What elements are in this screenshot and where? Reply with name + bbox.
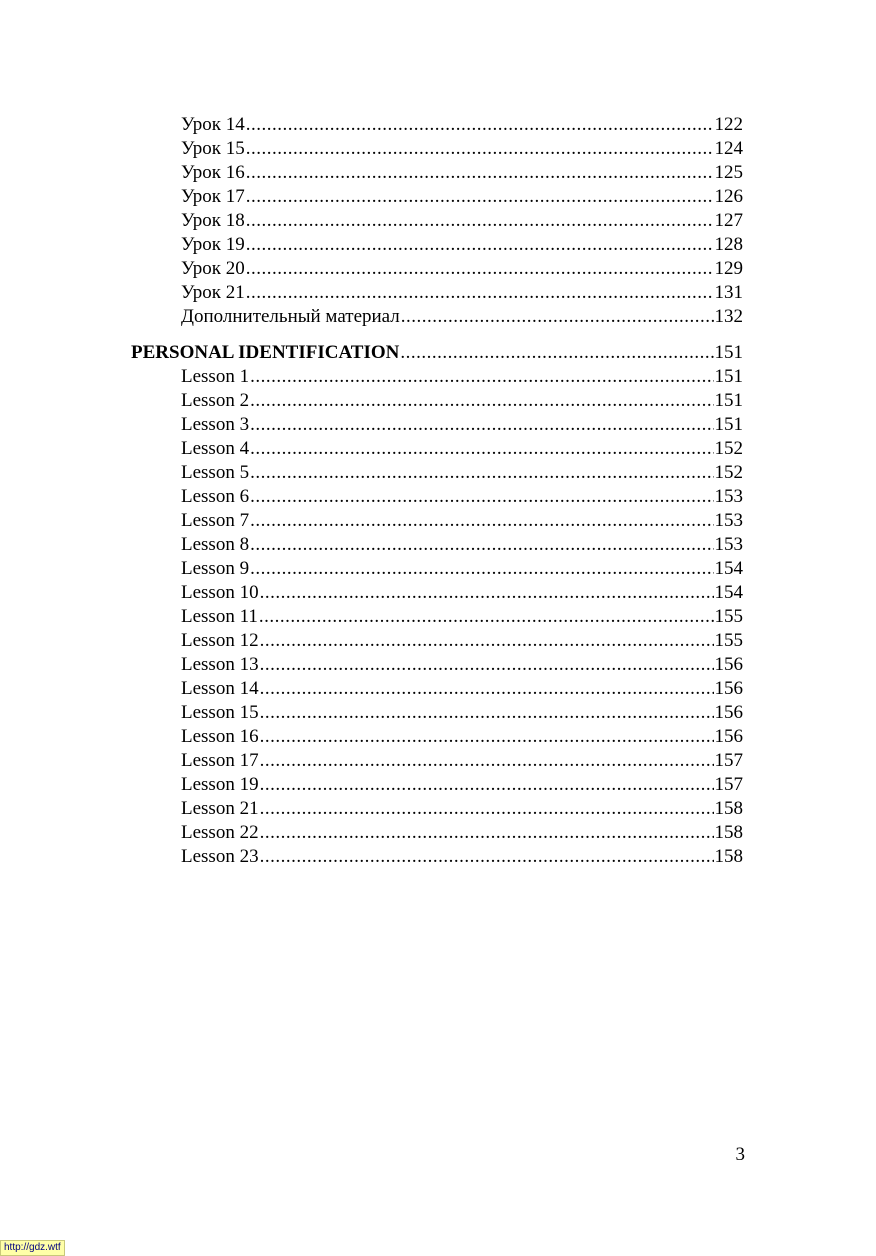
toc-entry-label: Lesson 23 bbox=[181, 846, 259, 867]
toc-entry-label: Урок 15 bbox=[181, 138, 245, 159]
dot-leader bbox=[250, 389, 713, 413]
toc-entry-label: Lesson 19 bbox=[181, 774, 259, 795]
toc-entry bbox=[181, 653, 743, 677]
toc-entry bbox=[181, 845, 743, 869]
toc-entry-label: Lesson 5 bbox=[181, 462, 250, 483]
dot-leader bbox=[260, 821, 714, 845]
toc-entry-page: 158 bbox=[714, 798, 743, 819]
toc-entry-label: Урок 18 bbox=[181, 210, 245, 231]
dot-leader bbox=[250, 485, 713, 509]
toc-entry-page: 156 bbox=[714, 654, 743, 675]
toc-entry-label: Урок 14 bbox=[181, 114, 245, 135]
dot-leader bbox=[260, 749, 714, 773]
toc-entry-label: Lesson 4 bbox=[181, 438, 250, 459]
toc-entry-label: Lesson 15 bbox=[181, 702, 259, 723]
toc-entry bbox=[181, 365, 743, 389]
toc-entry-page: 131 bbox=[714, 282, 743, 303]
toc-entry-label: Lesson 12 bbox=[181, 630, 259, 651]
dot-leader bbox=[260, 677, 714, 701]
toc-entry bbox=[181, 677, 743, 701]
toc-entry-page: 152 bbox=[714, 462, 743, 483]
dot-leader bbox=[246, 233, 714, 257]
toc-entry-label: Lesson 9 bbox=[181, 558, 250, 579]
toc-entry bbox=[181, 773, 743, 797]
dot-leader bbox=[260, 701, 714, 725]
toc-entry-page: 127 bbox=[714, 210, 743, 231]
toc-entry-page: 156 bbox=[714, 678, 743, 699]
dot-leader bbox=[246, 185, 714, 209]
toc-section-page: 151 bbox=[714, 342, 743, 363]
toc-section-heading bbox=[131, 341, 743, 365]
dot-leader bbox=[400, 341, 713, 365]
toc-entry bbox=[181, 605, 743, 629]
toc-entry-label: Lesson 13 bbox=[181, 654, 259, 675]
dot-leader bbox=[260, 725, 714, 749]
dot-leader bbox=[260, 845, 714, 869]
toc-entry-page: 157 bbox=[714, 774, 743, 795]
dot-leader bbox=[246, 161, 714, 185]
toc-entry-page: 128 bbox=[714, 234, 743, 255]
toc-entry bbox=[181, 485, 743, 509]
dot-leader bbox=[260, 653, 714, 677]
toc-entry bbox=[181, 725, 743, 749]
dot-leader bbox=[250, 365, 713, 389]
toc-entry-label: Lesson 1 bbox=[181, 366, 250, 387]
toc-entry bbox=[181, 185, 743, 209]
toc-entry-page: 151 bbox=[714, 366, 743, 387]
toc-entry-label: Lesson 11 bbox=[181, 606, 258, 627]
toc-entry-label: Урок 20 bbox=[181, 258, 245, 279]
toc-entry-label: Lesson 21 bbox=[181, 798, 259, 819]
dot-leader bbox=[250, 557, 713, 581]
toc-entry-page: 124 bbox=[714, 138, 743, 159]
toc-entry-page: 151 bbox=[714, 414, 743, 435]
toc-entry-page: 152 bbox=[714, 438, 743, 459]
toc-entry-label: Lesson 2 bbox=[181, 390, 250, 411]
toc-entry-page: 153 bbox=[714, 534, 743, 555]
toc-entry-page: 156 bbox=[714, 726, 743, 747]
dot-leader bbox=[250, 533, 713, 557]
toc-entry bbox=[181, 797, 743, 821]
toc-entry bbox=[181, 113, 743, 137]
dot-leader bbox=[260, 773, 714, 797]
toc-entry-page: 125 bbox=[714, 162, 743, 183]
dot-leader bbox=[401, 305, 714, 329]
page-number: 3 bbox=[735, 1144, 745, 1165]
toc-entry-label: Урок 16 bbox=[181, 162, 245, 183]
toc-entry-page: 155 bbox=[714, 630, 743, 651]
toc-entry-page: 153 bbox=[714, 486, 743, 507]
toc-entry-page: 158 bbox=[714, 846, 743, 867]
toc-entry-label: Lesson 22 bbox=[181, 822, 259, 843]
toc-entry-label: Урок 17 bbox=[181, 186, 245, 207]
toc-entry bbox=[181, 257, 743, 281]
dot-leader bbox=[260, 629, 714, 653]
toc-entry-page: 153 bbox=[714, 510, 743, 531]
toc-entry-label: Lesson 8 bbox=[181, 534, 250, 555]
toc-entry-label: Урок 19 bbox=[181, 234, 245, 255]
toc-entry bbox=[181, 509, 743, 533]
toc-entry bbox=[181, 461, 743, 485]
toc-entry bbox=[181, 389, 743, 413]
dot-leader bbox=[260, 581, 714, 605]
toc-entry bbox=[181, 137, 743, 161]
toc-entry-page: 158 bbox=[714, 822, 743, 843]
toc-entry-label: Lesson 17 bbox=[181, 750, 259, 771]
toc-entry bbox=[181, 821, 743, 845]
toc-entry bbox=[181, 581, 743, 605]
toc-entry-label: Lesson 10 bbox=[181, 582, 259, 603]
toc-entry-label: Урок 21 bbox=[181, 282, 245, 303]
toc-entry-label: Lesson 16 bbox=[181, 726, 259, 747]
toc-entry-page: 155 bbox=[714, 606, 743, 627]
toc-entry-page: 132 bbox=[714, 306, 743, 327]
toc-entry-page: 129 bbox=[714, 258, 743, 279]
dot-leader bbox=[246, 209, 714, 233]
toc-entry-page: 157 bbox=[714, 750, 743, 771]
dot-leader bbox=[250, 461, 713, 485]
dot-leader bbox=[250, 437, 713, 461]
toc-entry-label: Lesson 6 bbox=[181, 486, 250, 507]
toc-entry-label: Lesson 7 bbox=[181, 510, 250, 531]
toc-entry bbox=[181, 281, 743, 305]
toc-entry bbox=[181, 629, 743, 653]
toc-entry bbox=[181, 749, 743, 773]
toc-entry bbox=[181, 557, 743, 581]
toc-entry bbox=[181, 305, 743, 329]
toc-section-label: PERSONAL IDENTIFICATION bbox=[131, 342, 400, 363]
dot-leader bbox=[246, 137, 714, 161]
toc-entry bbox=[181, 701, 743, 725]
dot-leader bbox=[259, 605, 714, 629]
toc-entry bbox=[181, 533, 743, 557]
toc-entry bbox=[181, 161, 743, 185]
toc-entry-label: Lesson 14 bbox=[181, 678, 259, 699]
toc-entry-page: 126 bbox=[714, 186, 743, 207]
toc-entry bbox=[181, 233, 743, 257]
dot-leader bbox=[246, 113, 714, 137]
toc-entry-label: Lesson 3 bbox=[181, 414, 250, 435]
toc-entry-page: 156 bbox=[714, 702, 743, 723]
toc-entry-page: 154 bbox=[714, 582, 743, 603]
toc-entry-page: 151 bbox=[714, 390, 743, 411]
toc-entry-label: Дополнительный материал bbox=[181, 306, 400, 327]
dot-leader bbox=[246, 281, 714, 305]
toc-entry-page: 154 bbox=[714, 558, 743, 579]
dot-leader bbox=[250, 413, 713, 437]
dot-leader bbox=[260, 797, 714, 821]
toc-entry-page: 122 bbox=[714, 114, 743, 135]
watermark-link[interactable]: http://gdz.wtf bbox=[0, 1240, 65, 1256]
toc-entry bbox=[181, 209, 743, 233]
toc-entry bbox=[181, 413, 743, 437]
dot-leader bbox=[250, 509, 713, 533]
dot-leader bbox=[246, 257, 714, 281]
toc-entry bbox=[181, 437, 743, 461]
